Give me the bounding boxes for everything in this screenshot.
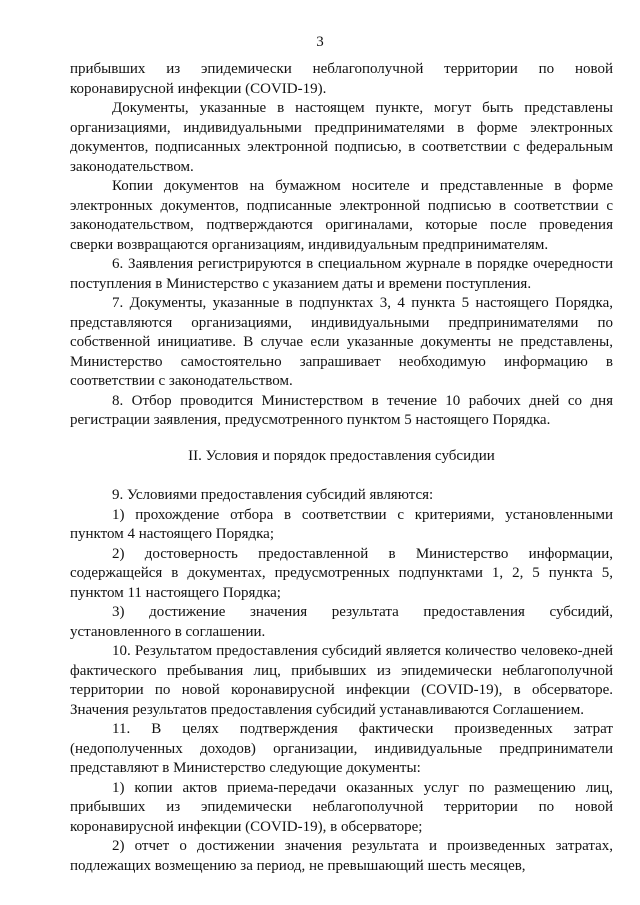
paragraph: 2) отчет о достижении значения результата и произведенных затратах, подлежащих возмещению за период, не превышающий шесть месяцев, <box>70 838 613 874</box>
paragraph: прибывших из эпидемически неблагополучной территории по новой коронавирусной инфекции (COVID-19). <box>70 61 613 97</box>
paragraph: 3) достижение значения результата предоставления субсидий, установленного в соглашении. <box>70 604 613 640</box>
section-heading: II. Условия и порядок предоставления субсидии <box>188 447 495 464</box>
paragraph: 6. Заявления регистрируются в специальном журнале в порядке очередности поступления в Министерство с указанием даты и времени поступления. <box>70 256 613 292</box>
paragraph: 2) достоверность предоставленной в Министерство информации, содержащейся в документах, предусмотренных подпунктами 1, 2, 5 пункта 5, пунктом 11 настоящего Порядка; <box>70 545 613 601</box>
paragraph: 7. Документы, указанные в подпунктах 3, 4 пункта 5 настоящего Порядка, представляются организациями, индивидуальными предпринимателями по собственной инициативе. В случае если указанные документы не представлены, Министерство самостоятельно запрашивает необходимую информацию в соответствии с законодательством. <box>70 295 613 389</box>
paragraph: Копии документов на бумажном носителе и представленные в форме электронных документов, подписанные электронной подписью в соответствии с законодательством, подтверждаются оригиналами, которые после проведения сверки возвращаются организациям, индивидуальным предпринимателям. <box>70 178 613 253</box>
paragraphs-top <box>70 60 613 431</box>
paragraph: 1) прохождение отбора в соответствии с критериями, установленными пунктом 4 настоящего Порядка; <box>70 506 613 542</box>
paragraph: 10. Результатом предоставления субсидий является количество человеко-дней фактического пребывания лиц, прибывших из эпидемически неблагополучной территории по новой коронавирусной инфекции (COVID-19), в обсерваторе. Значения результатов предоставления субсидий устанавливаются Соглашением. <box>70 643 613 718</box>
paragraph: 9. Условиями предоставления субсидий являются: <box>112 487 434 503</box>
paragraphs-bottom <box>70 486 613 876</box>
page-number: 3 <box>316 34 324 50</box>
paragraph: 11. В целях подтверждения фактически произведенных затрат (недополученных доходов) организации, индивидуальные предприниматели представляют в Министерство следующие документы: <box>70 721 613 776</box>
paragraph: Документы, указанные в настоящем пункте, могут быть представлены организациями, индивидуальными предпринимателями в форме электронных документов, подписанных электронной подписью, в соответствии с федеральным законодательством. <box>70 100 613 175</box>
paragraph: 1) копии актов приема-передачи оказанных услуг по размещению лиц, прибывших из эпидемически неблагополучной территории по новой коронавирусной инфекции (COVID-19), в обсерваторе; <box>70 779 613 835</box>
paragraph: 8. Отбор проводится Министерством в течение 10 рабочих дней со дня регистрации заявления, предусмотренного пунктом 5 настоящего Порядка. <box>70 392 613 428</box>
document-body <box>70 60 613 876</box>
